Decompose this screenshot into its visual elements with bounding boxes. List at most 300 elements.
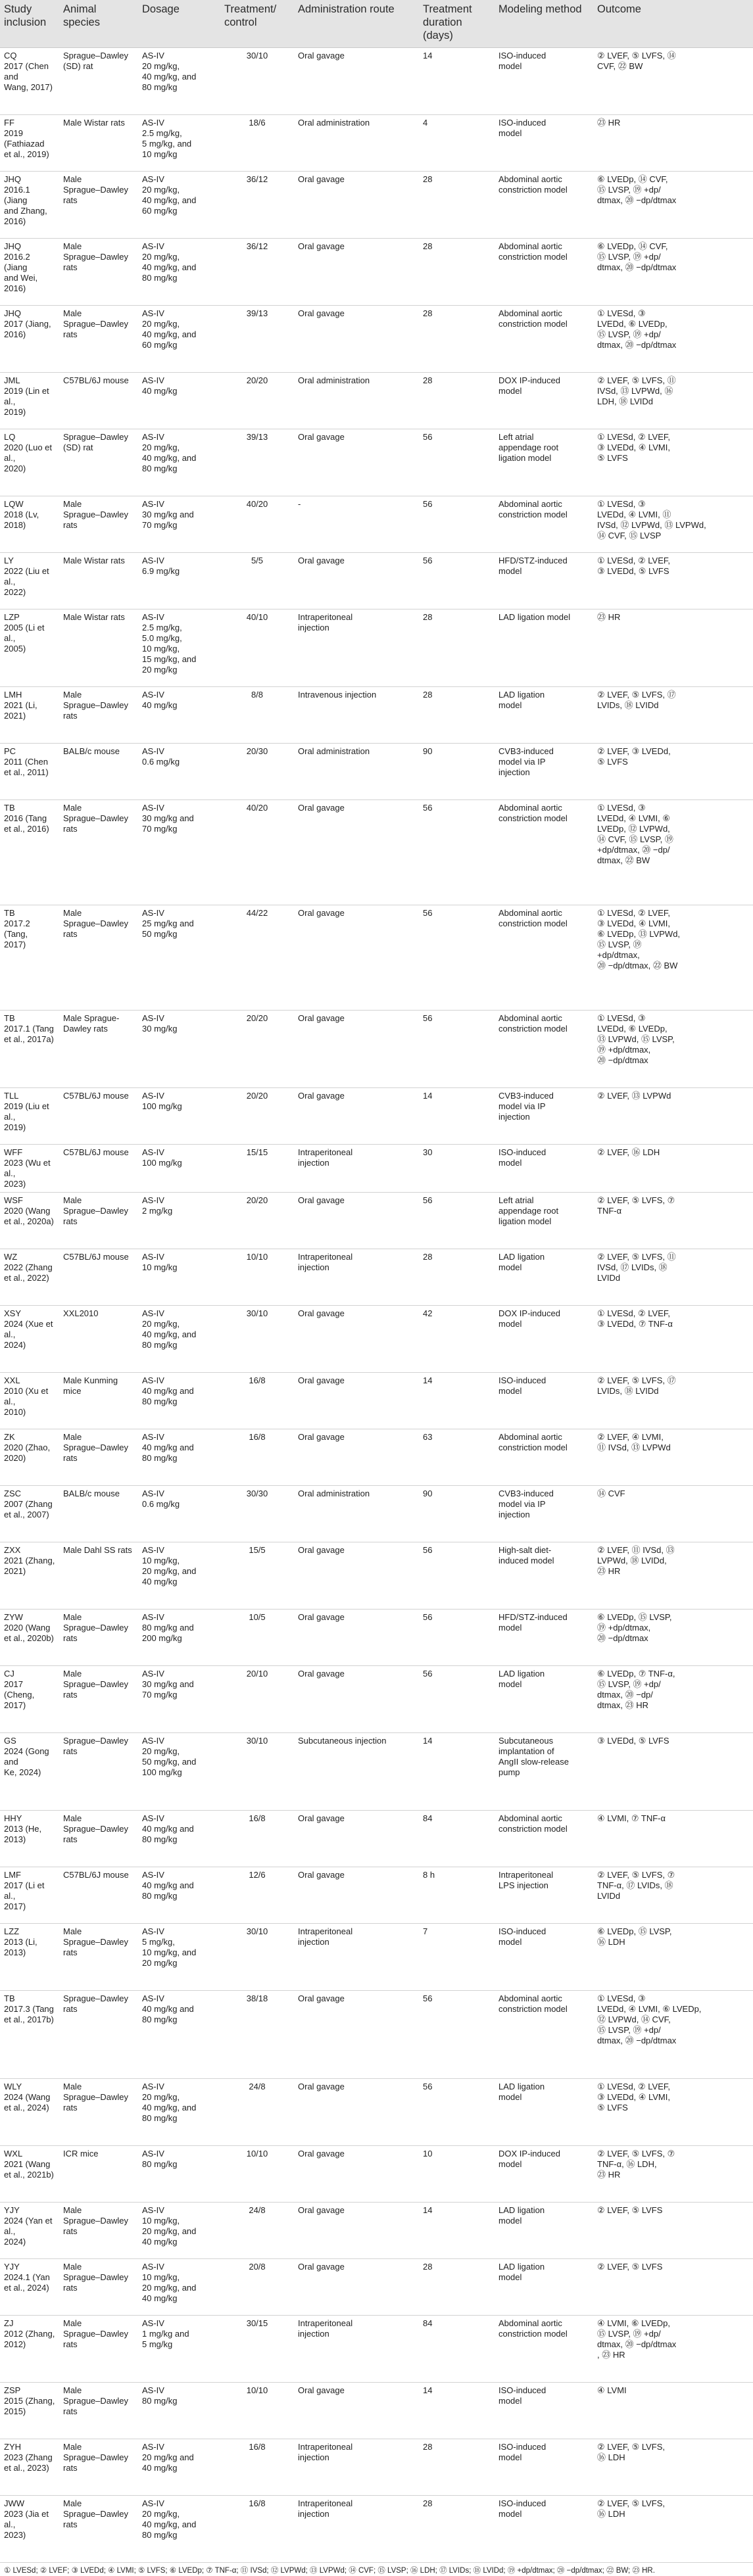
- table-row: [0, 1991, 753, 2079]
- cell-dosage: AS-IV 10 mg/kg, 20 mg/kg, and 40 mg/kg: [138, 1542, 220, 1610]
- cell-treatment-duration: 56: [419, 1011, 495, 1088]
- cell-administration-route: Intraperitoneal injection: [294, 609, 419, 687]
- cell-study: LQW 2018 (Lv, 2018): [0, 496, 59, 553]
- cell-study: XSY 2024 (Xue et al., 2024): [0, 1306, 59, 1373]
- cell-outcome: ② LVEF, ③ LVEDd, ⑤ LVFS: [593, 744, 753, 800]
- cell-outcome: ③ LVEDd, ⑤ LVFS: [593, 1733, 753, 1811]
- cell-species: Male Sprague- Dawley rats: [59, 1011, 138, 1088]
- cell-modeling-method: ISO-induced model: [495, 1924, 593, 1991]
- cell-treatment-control: 12/6: [220, 1867, 294, 1924]
- cell-outcome: ② LVEF, ⑤ LVFS, ⑯ LDH: [593, 2496, 753, 2563]
- cell-treatment-control: 20/20: [220, 373, 294, 429]
- table-row: [0, 1088, 753, 1145]
- cell-dosage: AS-IV 100 mg/kg: [138, 1145, 220, 1193]
- table-row: [0, 1193, 753, 1249]
- cell-study: FF 2019 (Fathiazad et al., 2019): [0, 115, 59, 172]
- cell-dosage: AS-IV 20 mg/kg, 40 mg/kg, and 60 mg/kg: [138, 172, 220, 239]
- cell-dosage: AS-IV 30 mg/kg and 70 mg/kg: [138, 800, 220, 905]
- table-body: [0, 48, 753, 2563]
- cell-modeling-method: ISO-induced model: [495, 1373, 593, 1429]
- cell-treatment-duration: 28: [419, 1249, 495, 1306]
- cell-treatment-control: 40/20: [220, 800, 294, 905]
- cell-dosage: AS-IV 80 mg/kg: [138, 2383, 220, 2439]
- table-row: [0, 1733, 753, 1811]
- table-row: [0, 2316, 753, 2383]
- table-row: [0, 1486, 753, 1542]
- cell-species: Male Sprague–Dawley rats: [59, 1429, 138, 1486]
- cell-study: WLY 2024 (Wang et al., 2024): [0, 2079, 59, 2146]
- cell-outcome: ④ LVMI, ⑥ LVEDp, ⑮ LVSP, ⑲ +dp/ dtmax, ⑳ −dp/dtmax , ㉓ HR: [593, 2316, 753, 2383]
- table-row: [0, 1373, 753, 1429]
- table-row: [0, 1306, 753, 1373]
- cell-treatment-duration: 56: [419, 2079, 495, 2146]
- cell-treatment-duration: 28: [419, 2496, 495, 2563]
- cell-treatment-duration: 28: [419, 609, 495, 687]
- cell-treatment-control: 24/8: [220, 2203, 294, 2259]
- cell-species: Male Sprague–Dawley rats: [59, 2259, 138, 2316]
- cell-administration-route: Oral administration: [294, 373, 419, 429]
- table-row: [0, 1249, 753, 1306]
- header-animal-species: Animal species: [59, 0, 138, 48]
- cell-modeling-method: Abdominal aortic constriction model: [495, 1991, 593, 2079]
- cell-outcome: ⑥ LVEDp, ⑭ CVF, ⑮ LVSP, ⑲ +dp/ dtmax, ⑳ −dp/dtmax: [593, 239, 753, 306]
- cell-species: Sprague–Dawley (SD) rat: [59, 429, 138, 496]
- cell-dosage: AS-IV 10 mg/kg, 20 mg/kg, and 40 mg/kg: [138, 2259, 220, 2316]
- cell-treatment-duration: 28: [419, 2259, 495, 2316]
- cell-study: LMF 2017 (Li et al., 2017): [0, 1867, 59, 1924]
- cell-outcome: ② LVEF, ⑤ LVFS, ⑰ LVIDs, ⑱ LVIDd: [593, 1373, 753, 1429]
- cell-treatment-duration: 90: [419, 1486, 495, 1542]
- cell-treatment-duration: 56: [419, 1193, 495, 1249]
- cell-treatment-duration: 42: [419, 1306, 495, 1373]
- table-row: [0, 905, 753, 1011]
- cell-dosage: AS-IV 100 mg/kg: [138, 1088, 220, 1145]
- cell-treatment-control: 39/13: [220, 306, 294, 373]
- cell-study: PC 2011 (Chen et al., 2011): [0, 744, 59, 800]
- header-treatment-control: Treatment/ control: [220, 0, 294, 48]
- cell-modeling-method: HFD/STZ-induced model: [495, 1610, 593, 1666]
- cell-treatment-control: 16/8: [220, 2439, 294, 2496]
- cell-administration-route: Oral gavage: [294, 553, 419, 609]
- cell-administration-route: Oral gavage: [294, 1011, 419, 1088]
- cell-species: Male Sprague–Dawley rats: [59, 1610, 138, 1666]
- cell-species: Male Sprague–Dawley rats: [59, 1924, 138, 1991]
- cell-treatment-duration: 14: [419, 1088, 495, 1145]
- cell-modeling-method: DOX IP-induced model: [495, 373, 593, 429]
- cell-treatment-control: 20/8: [220, 2259, 294, 2316]
- cell-treatment-control: 15/15: [220, 1145, 294, 1193]
- cell-species: XXL2010: [59, 1306, 138, 1373]
- cell-treatment-duration: 7: [419, 1924, 495, 1991]
- cell-outcome: ② LVEF, ⑬ LVPWd: [593, 1088, 753, 1145]
- cell-outcome: ① LVESd, ② LVEF, ③ LVEDd, ④ LVMI, ⑤ LVFS: [593, 429, 753, 496]
- cell-species: Sprague–Dawley rats: [59, 1991, 138, 2079]
- table-row: [0, 800, 753, 905]
- cell-study: JHQ 2017 (Jiang, 2016): [0, 306, 59, 373]
- cell-administration-route: Oral gavage: [294, 429, 419, 496]
- table-row: [0, 1811, 753, 1867]
- table-row: [0, 172, 753, 239]
- cell-outcome: ⑥ LVEDp, ⑦ TNF-α, ⑮ LVSP, ⑲ +dp/ dtmax, ⑳ −dp/ dtmax, ㉓ HR: [593, 1666, 753, 1733]
- cell-modeling-method: CVB3-induced model via IP injection: [495, 1088, 593, 1145]
- cell-administration-route: Oral gavage: [294, 800, 419, 905]
- cell-modeling-method: DOX IP-induced model: [495, 1306, 593, 1373]
- cell-administration-route: Oral administration: [294, 115, 419, 172]
- cell-treatment-duration: 14: [419, 2383, 495, 2439]
- cell-modeling-method: DOX IP-induced model: [495, 2146, 593, 2203]
- cell-species: Male Sprague–Dawley rats: [59, 1193, 138, 1249]
- cell-administration-route: Subcutaneous injection: [294, 1733, 419, 1811]
- cell-dosage: AS-IV 0.6 mg/kg: [138, 1486, 220, 1542]
- cell-treatment-control: 40/10: [220, 609, 294, 687]
- cell-dosage: AS-IV 20 mg/kg, 40 mg/kg, and 80 mg/kg: [138, 429, 220, 496]
- cell-study: LY 2022 (Liu et al., 2022): [0, 553, 59, 609]
- cell-study: WFF 2023 (Wu et al., 2023): [0, 1145, 59, 1193]
- cell-treatment-duration: 14: [419, 1373, 495, 1429]
- table-row: [0, 744, 753, 800]
- cell-treatment-control: 20/20: [220, 1088, 294, 1145]
- cell-outcome: ⑥ LVEDp, ⑭ CVF, ⑮ LVSP, ⑲ +dp/ dtmax, ⑳ −dp/dtmax: [593, 172, 753, 239]
- cell-modeling-method: Abdominal aortic constriction model: [495, 1811, 593, 1867]
- cell-treatment-control: 5/5: [220, 553, 294, 609]
- cell-modeling-method: Abdominal aortic constriction model: [495, 239, 593, 306]
- cell-species: Male Sprague–Dawley rats: [59, 1811, 138, 1867]
- cell-study: LZZ 2013 (Li, 2013): [0, 1924, 59, 1991]
- cell-modeling-method: ISO-induced model: [495, 1145, 593, 1193]
- cell-dosage: AS-IV 1 mg/kg and 5 mg/kg: [138, 2316, 220, 2383]
- table-row: [0, 2496, 753, 2563]
- table-row: [0, 2383, 753, 2439]
- cell-study: TB 2016 (Tang et al., 2016): [0, 800, 59, 905]
- cell-treatment-duration: 84: [419, 2316, 495, 2383]
- cell-treatment-control: 30/30: [220, 1486, 294, 1542]
- table-row: [0, 1867, 753, 1924]
- cell-administration-route: Oral gavage: [294, 1610, 419, 1666]
- cell-species: Male Sprague–Dawley rats: [59, 687, 138, 744]
- cell-treatment-duration: 14: [419, 2203, 495, 2259]
- table-header: [0, 0, 753, 48]
- cell-modeling-method: Abdominal aortic constriction model: [495, 1011, 593, 1088]
- cell-administration-route: Oral gavage: [294, 2383, 419, 2439]
- cell-species: C57BL/6J mouse: [59, 1145, 138, 1193]
- cell-species: Male Sprague–Dawley rats: [59, 800, 138, 905]
- cell-treatment-duration: 56: [419, 1610, 495, 1666]
- cell-outcome: ② LVEF, ⑤ LVFS, ⑪ IVSd, ⑬ LVPWd, ⑯ LDH, ⑱ LVIDd: [593, 373, 753, 429]
- cell-treatment-control: 10/10: [220, 1249, 294, 1306]
- header-treatment-duration: Treatment duration (days): [419, 0, 495, 48]
- cell-treatment-control: 39/13: [220, 429, 294, 496]
- cell-outcome: ② LVEF, ⑪ IVSd, ⑬ LVPWd, ⑱ LVIDd, ㉓ HR: [593, 1542, 753, 1610]
- cell-administration-route: Oral gavage: [294, 1088, 419, 1145]
- cell-treatment-duration: 28: [419, 2439, 495, 2496]
- cell-administration-route: -: [294, 496, 419, 553]
- cell-dosage: AS-IV 6.9 mg/kg: [138, 553, 220, 609]
- cell-treatment-control: 20/30: [220, 744, 294, 800]
- cell-treatment-duration: 56: [419, 429, 495, 496]
- cell-administration-route: Intraperitoneal injection: [294, 1145, 419, 1193]
- cell-modeling-method: ISO-induced model: [495, 2439, 593, 2496]
- cell-modeling-method: LAD ligation model: [495, 1249, 593, 1306]
- cell-dosage: AS-IV 25 mg/kg and 50 mg/kg: [138, 905, 220, 1011]
- cell-administration-route: Intraperitoneal injection: [294, 2439, 419, 2496]
- cell-administration-route: Oral gavage: [294, 905, 419, 1011]
- cell-treatment-control: 16/8: [220, 1811, 294, 1867]
- cell-study: LQ 2020 (Luo et al., 2020): [0, 429, 59, 496]
- header-study-inclusion: Study inclusion: [0, 0, 59, 48]
- cell-administration-route: Oral gavage: [294, 1867, 419, 1924]
- header-modeling-method: Modeling method: [495, 0, 593, 48]
- cell-treatment-duration: 56: [419, 800, 495, 905]
- cell-outcome: ② LVEF, ⑤ LVFS: [593, 2203, 753, 2259]
- cell-dosage: AS-IV 20 mg/kg, 40 mg/kg, and 80 mg/kg: [138, 239, 220, 306]
- cell-species: Male Wistar rats: [59, 115, 138, 172]
- cell-modeling-method: Abdominal aortic constriction model: [495, 496, 593, 553]
- cell-treatment-control: 10/5: [220, 1610, 294, 1666]
- table-row: [0, 2146, 753, 2203]
- cell-species: Male Sprague–Dawley rats: [59, 2496, 138, 2563]
- cell-study: ZSC 2007 (Zhang et al., 2007): [0, 1486, 59, 1542]
- cell-dosage: AS-IV 40 mg/kg: [138, 687, 220, 744]
- cell-treatment-duration: 28: [419, 306, 495, 373]
- cell-outcome: ② LVEF, ④ LVMI, ⑪ IVSd, ⑬ LVPWd: [593, 1429, 753, 1486]
- cell-species: Male Sprague–Dawley rats: [59, 239, 138, 306]
- cell-administration-route: Oral gavage: [294, 306, 419, 373]
- table-row: [0, 1011, 753, 1088]
- cell-species: Sprague–Dawley (SD) rat: [59, 48, 138, 115]
- table-row: [0, 48, 753, 115]
- cell-modeling-method: ISO-induced model: [495, 2383, 593, 2439]
- cell-modeling-method: Left atrial appendage root ligation model: [495, 1193, 593, 1249]
- cell-treatment-duration: 63: [419, 1429, 495, 1486]
- cell-treatment-control: 20/10: [220, 1666, 294, 1733]
- cell-administration-route: Oral gavage: [294, 48, 419, 115]
- cell-treatment-control: 38/18: [220, 1991, 294, 2079]
- cell-treatment-control: 36/12: [220, 239, 294, 306]
- cell-outcome: ② LVEF, ⑤ LVFS, ⑯ LDH: [593, 2439, 753, 2496]
- cell-treatment-control: 40/20: [220, 496, 294, 553]
- cell-modeling-method: HFD/STZ-induced model: [495, 553, 593, 609]
- cell-administration-route: Oral gavage: [294, 1373, 419, 1429]
- cell-dosage: AS-IV 80 mg/kg: [138, 2146, 220, 2203]
- cell-treatment-control: 24/8: [220, 2079, 294, 2146]
- cell-species: Male Dahl SS rats: [59, 1542, 138, 1610]
- cell-treatment-duration: 30: [419, 1145, 495, 1193]
- cell-study: HHY 2013 (He, 2013): [0, 1811, 59, 1867]
- cell-treatment-duration: 28: [419, 687, 495, 744]
- cell-dosage: AS-IV 40 mg/kg and 80 mg/kg: [138, 1991, 220, 2079]
- cell-modeling-method: LAD ligation model: [495, 1666, 593, 1733]
- cell-species: Male Sprague–Dawley rats: [59, 2439, 138, 2496]
- cell-modeling-method: Abdominal aortic constriction model: [495, 800, 593, 905]
- cell-dosage: AS-IV 40 mg/kg and 80 mg/kg: [138, 1373, 220, 1429]
- table-row: [0, 1924, 753, 1991]
- cell-treatment-duration: 56: [419, 905, 495, 1011]
- table-row: [0, 1145, 753, 1193]
- cell-administration-route: Intraperitoneal injection: [294, 2496, 419, 2563]
- cell-modeling-method: ISO-induced model: [495, 48, 593, 115]
- cell-administration-route: Oral gavage: [294, 1193, 419, 1249]
- cell-treatment-control: 30/10: [220, 1306, 294, 1373]
- cell-treatment-duration: 56: [419, 496, 495, 553]
- cell-dosage: AS-IV 20 mg/kg, 50 mg/kg, and 100 mg/kg: [138, 1733, 220, 1811]
- cell-administration-route: Intraperitoneal injection: [294, 1924, 419, 1991]
- cell-dosage: AS-IV 30 mg/kg: [138, 1011, 220, 1088]
- cell-modeling-method: ISO-induced model: [495, 115, 593, 172]
- cell-study: ZXX 2021 (Zhang, 2021): [0, 1542, 59, 1610]
- table-row: [0, 2079, 753, 2146]
- cell-administration-route: Oral gavage: [294, 239, 419, 306]
- cell-species: C57BL/6J mouse: [59, 373, 138, 429]
- cell-treatment-duration: 28: [419, 373, 495, 429]
- cell-modeling-method: Left atrial appendage root ligation model: [495, 429, 593, 496]
- cell-study: WSF 2020 (Wang et al., 2020a): [0, 1193, 59, 1249]
- cell-study: ZSP 2015 (Zhang, 2015): [0, 2383, 59, 2439]
- cell-study: JWW 2023 (Jia et al., 2023): [0, 2496, 59, 2563]
- table-row: [0, 1610, 753, 1666]
- cell-species: C57BL/6J mouse: [59, 1249, 138, 1306]
- table-row: [0, 2439, 753, 2496]
- cell-administration-route: Oral gavage: [294, 1306, 419, 1373]
- cell-outcome: ⑥ LVEDp, ⑮ LVSP, ⑯ LDH: [593, 1924, 753, 1991]
- cell-outcome: ② LVEF, ⑤ LVFS, ⑦ TNF-α, ⑯ LDH, ㉓ HR: [593, 2146, 753, 2203]
- cell-species: Male Wistar rats: [59, 609, 138, 687]
- cell-outcome: ② LVEF, ⑤ LVFS: [593, 2259, 753, 2316]
- cell-outcome: ① LVESd, ③ LVEDd, ④ LVMI, ⑪ IVSd, ⑫ LVPWd, ⑬ LVPWd, ⑭ CVF, ⑮ LVSP: [593, 496, 753, 553]
- cell-treatment-duration: 90: [419, 744, 495, 800]
- cell-outcome: ② LVEF, ⑯ LDH: [593, 1145, 753, 1193]
- cell-dosage: AS-IV 20 mg/kg, 40 mg/kg, and 80 mg/kg: [138, 2496, 220, 2563]
- cell-treatment-control: 30/15: [220, 2316, 294, 2383]
- cell-dosage: AS-IV 2.5 mg/kg, 5 mg/kg, and 10 mg/kg: [138, 115, 220, 172]
- cell-study: JML 2019 (Lin et al., 2019): [0, 373, 59, 429]
- cell-species: Male Sprague–Dawley rats: [59, 2316, 138, 2383]
- cell-dosage: AS-IV 10 mg/kg, 20 mg/kg, and 40 mg/kg: [138, 2203, 220, 2259]
- table-row: [0, 687, 753, 744]
- cell-study: CJ 2017 (Cheng, 2017): [0, 1666, 59, 1733]
- cell-outcome: ② LVEF, ⑤ LVFS, ⑰ LVIDs, ⑱ LVIDd: [593, 687, 753, 744]
- cell-dosage: AS-IV 20 mg/kg, 40 mg/kg, and 80 mg/kg: [138, 48, 220, 115]
- cell-study: GS 2024 (Gong and Ke, 2024): [0, 1733, 59, 1811]
- cell-species: Male Sprague–Dawley rats: [59, 2203, 138, 2259]
- cell-dosage: AS-IV 20 mg/kg, 40 mg/kg, and 60 mg/kg: [138, 306, 220, 373]
- cell-modeling-method: Abdominal aortic constriction model: [495, 172, 593, 239]
- table-row: [0, 306, 753, 373]
- cell-administration-route: Intraperitoneal injection: [294, 1249, 419, 1306]
- cell-outcome: ② LVEF, ⑤ LVFS, ⑪ IVSd, ⑰ LVIDs, ⑱ LVIDd: [593, 1249, 753, 1306]
- cell-outcome: ① LVESd, ② LVEF, ③ LVEDd, ④ LVMI, ⑥ LVEDp, ⑬ LVPWd, ⑮ LVSP, ⑲ +dp/dtmax, ⑳ −dp/dtmax, ㉒ BW: [593, 905, 753, 1011]
- cell-administration-route: Oral administration: [294, 1486, 419, 1542]
- cell-treatment-control: 16/8: [220, 1429, 294, 1486]
- cell-dosage: AS-IV 5 mg/kg, 10 mg/kg, and 20 mg/kg: [138, 1924, 220, 1991]
- cell-outcome: ① LVESd, ② LVEF, ③ LVEDd, ⑤ LVFS: [593, 553, 753, 609]
- cell-outcome: ㉓ HR: [593, 115, 753, 172]
- cell-outcome: ① LVESd, ③ LVEDd, ⑥ LVEDp, ⑬ LVPWd, ⑮ LVSP, ⑲ +dp/dtmax, ⑳ −dp/dtmax: [593, 1011, 753, 1088]
- table-row: [0, 553, 753, 609]
- cell-study: ZYH 2023 (Zhang et al., 2023): [0, 2439, 59, 2496]
- cell-treatment-duration: 14: [419, 48, 495, 115]
- cell-outcome: ① LVESd, ② LVEF, ③ LVEDd, ⑦ TNF-α: [593, 1306, 753, 1373]
- cell-modeling-method: Abdominal aortic constriction model: [495, 2316, 593, 2383]
- cell-modeling-method: LAD ligation model: [495, 609, 593, 687]
- cell-modeling-method: CVB3-induced model via IP injection: [495, 744, 593, 800]
- cell-treatment-duration: 28: [419, 172, 495, 239]
- cell-study: CQ 2017 (Chen and Wang, 2017): [0, 48, 59, 115]
- cell-dosage: AS-IV 40 mg/kg: [138, 373, 220, 429]
- cell-dosage: AS-IV 30 mg/kg and 70 mg/kg: [138, 496, 220, 553]
- cell-modeling-method: LAD ligation model: [495, 687, 593, 744]
- cell-treatment-control: 20/20: [220, 1193, 294, 1249]
- cell-study: JHQ 2016.1 (Jiang and Zhang, 2016): [0, 172, 59, 239]
- cell-species: Male Sprague–Dawley rats: [59, 306, 138, 373]
- cell-dosage: AS-IV 2.5 mg/kg, 5.0 mg/kg, 10 mg/kg, 15 mg/kg, and 20 mg/kg: [138, 609, 220, 687]
- cell-modeling-method: Abdominal aortic constriction model: [495, 905, 593, 1011]
- cell-treatment-duration: 28: [419, 239, 495, 306]
- cell-treatment-control: 8/8: [220, 687, 294, 744]
- cell-administration-route: Oral gavage: [294, 1666, 419, 1733]
- table-row: [0, 1429, 753, 1486]
- cell-treatment-control: 16/8: [220, 1373, 294, 1429]
- cell-dosage: AS-IV 80 mg/kg and 200 mg/kg: [138, 1610, 220, 1666]
- table-row: [0, 373, 753, 429]
- cell-treatment-duration: 56: [419, 553, 495, 609]
- cell-administration-route: Oral gavage: [294, 2203, 419, 2259]
- cell-species: BALB/c mouse: [59, 1486, 138, 1542]
- cell-outcome: ② LVEF, ⑤ LVFS, ⑦ TNF-α, ⑰ LVIDs, ⑱ LVIDd: [593, 1867, 753, 1924]
- cell-administration-route: Oral gavage: [294, 2259, 419, 2316]
- cell-species: Male Kunming mice: [59, 1373, 138, 1429]
- cell-administration-route: Oral administration: [294, 744, 419, 800]
- cell-study: TB 2017.3 (Tang et al., 2017b): [0, 1991, 59, 2079]
- cell-modeling-method: Intraperitoneal LPS injection: [495, 1867, 593, 1924]
- cell-treatment-duration: 56: [419, 1991, 495, 2079]
- cell-dosage: AS-IV 20 mg/kg, 40 mg/kg, and 80 mg/kg: [138, 2079, 220, 2146]
- cell-treatment-control: 15/5: [220, 1542, 294, 1610]
- cell-modeling-method: Subcutaneous implantation of AngII slow-release pump: [495, 1733, 593, 1811]
- table-row: [0, 496, 753, 553]
- cell-study: XXL 2010 (Xu et al., 2010): [0, 1373, 59, 1429]
- cell-administration-route: Oral gavage: [294, 1811, 419, 1867]
- cell-study: TLL 2019 (Liu et al., 2019): [0, 1088, 59, 1145]
- table-row: [0, 115, 753, 172]
- cell-dosage: AS-IV 40 mg/kg and 80 mg/kg: [138, 1429, 220, 1486]
- cell-outcome: ④ LVMI: [593, 2383, 753, 2439]
- cell-treatment-control: 20/20: [220, 1011, 294, 1088]
- cell-species: C57BL/6J mouse: [59, 1867, 138, 1924]
- header-outcome: Outcome: [593, 0, 753, 48]
- cell-study: ZK 2020 (Zhao, 2020): [0, 1429, 59, 1486]
- cell-study: LZP 2005 (Li et al., 2005): [0, 609, 59, 687]
- cell-outcome: ② LVEF, ⑤ LVFS, ⑦ TNF-α: [593, 1193, 753, 1249]
- cell-dosage: AS-IV 2 mg/kg: [138, 1193, 220, 1249]
- cell-study: TB 2017.1 (Tang et al., 2017a): [0, 1011, 59, 1088]
- header-row: [0, 0, 753, 48]
- cell-treatment-control: 36/12: [220, 172, 294, 239]
- cell-administration-route: Oral gavage: [294, 1991, 419, 2079]
- cell-study: WZ 2022 (Zhang et al., 2022): [0, 1249, 59, 1306]
- cell-administration-route: Intravenous injection: [294, 687, 419, 744]
- cell-treatment-duration: 4: [419, 115, 495, 172]
- cell-treatment-duration: 84: [419, 1811, 495, 1867]
- cell-species: Sprague–Dawley rats: [59, 1733, 138, 1811]
- cell-species: ICR mice: [59, 2146, 138, 2203]
- cell-dosage: AS-IV 0.6 mg/kg: [138, 744, 220, 800]
- cell-species: Male Sprague–Dawley rats: [59, 1666, 138, 1733]
- cell-outcome: ② LVEF, ⑤ LVFS, ⑭ CVF, ㉒ BW: [593, 48, 753, 115]
- cell-dosage: AS-IV 20 mg/kg, 40 mg/kg, and 80 mg/kg: [138, 1306, 220, 1373]
- cell-administration-route: Intraperitoneal injection: [294, 2316, 419, 2383]
- cell-treatment-control: 10/10: [220, 2383, 294, 2439]
- cell-species: Male Wistar rats: [59, 553, 138, 609]
